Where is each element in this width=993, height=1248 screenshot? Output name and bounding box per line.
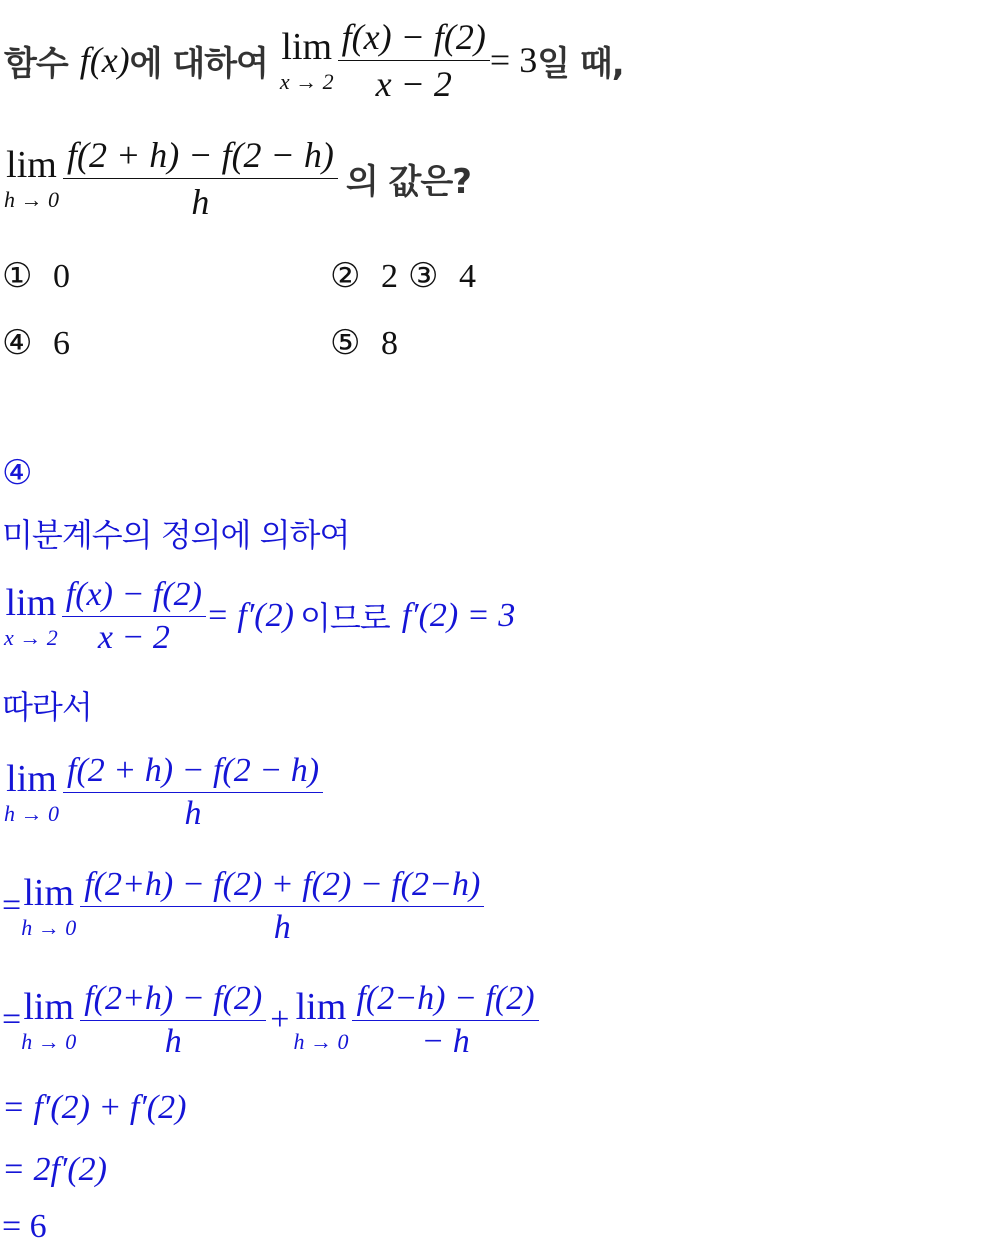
- step4-expr: = f′(2) + f′(2): [2, 1089, 187, 1126]
- lim-word: lim: [23, 872, 75, 914]
- limit-h-to-0: [4, 143, 59, 213]
- therefore-text: 따라서: [2, 688, 92, 726]
- lim-word: lim: [281, 26, 333, 68]
- choice-value: 0: [52, 258, 70, 295]
- choice-5[interactable]: [330, 323, 398, 363]
- limit-h-to-0: [21, 985, 76, 1055]
- choice-mark: ①: [2, 258, 33, 295]
- ask-text: 의 값은?: [345, 161, 471, 202]
- deriv-numerator: f(x) − f(2): [62, 576, 206, 617]
- choice-mark: ⑤: [330, 325, 361, 362]
- solution-line-1: [0, 510, 349, 556]
- choice-mark: ②: [330, 258, 361, 295]
- step1-fraction: [63, 752, 323, 833]
- solution-step-5: [0, 1146, 107, 1194]
- solution-step-2: [0, 856, 484, 956]
- step1-denominator: h: [184, 794, 202, 832]
- target-denominator: h: [191, 181, 210, 222]
- deriv-value: f′(2) = 3: [401, 597, 516, 634]
- lim-word: lim: [6, 758, 57, 800]
- solution-step-6: [0, 1206, 47, 1248]
- step3b-fraction: [352, 980, 538, 1061]
- lim-word: lim: [295, 986, 347, 1028]
- step2-denominator: h: [273, 908, 291, 946]
- lim-word: lim: [5, 582, 57, 624]
- step2-numerator: f(2+h) − f(2) + f(2) − f(2−h): [80, 866, 484, 907]
- question-line-1: [0, 10, 624, 110]
- lim-subscript: h → 0: [293, 1029, 349, 1054]
- given-denominator: x − 2: [375, 63, 452, 104]
- limit-h-to-0: [293, 985, 348, 1055]
- about-text: 에 대하여: [129, 43, 268, 84]
- choice-value: 2: [380, 258, 398, 295]
- choice-4[interactable]: [2, 323, 70, 363]
- step3a-numerator: f(2+h) − f(2): [80, 980, 266, 1021]
- lim-subscript: x → 2: [279, 69, 334, 94]
- step2-equals: =: [2, 887, 22, 924]
- answer-mark: ④: [2, 455, 33, 492]
- lim-word: lim: [23, 986, 75, 1028]
- lim-word: lim: [6, 144, 57, 186]
- step2-fraction: [80, 866, 484, 947]
- step1-numerator: f(2 + h) − f(2 − h): [63, 752, 323, 793]
- deriv-denominator: x − 2: [97, 618, 170, 656]
- definition-text: 미분계수의 정의에 의하여: [2, 516, 350, 554]
- choice-value: 4: [458, 258, 476, 295]
- solution-line-2: [0, 566, 515, 666]
- given-fraction: [338, 16, 490, 105]
- lim-subscript: x → 2: [4, 625, 58, 650]
- solution-step-1: [0, 742, 323, 842]
- question-line-2: [0, 128, 471, 228]
- solution-answer: [0, 450, 32, 496]
- choice-mark: ④: [2, 325, 33, 362]
- deriv-fraction: [62, 576, 206, 657]
- func-expr: f(x): [79, 40, 130, 80]
- limit-h-to-0: [4, 757, 59, 827]
- when-text: 일 때,: [537, 43, 624, 84]
- limit-h-to-0: [21, 871, 76, 941]
- step3-equals: =: [2, 1001, 22, 1038]
- lim-subscript: h → 0: [4, 187, 59, 212]
- since-text: 이므로: [299, 599, 390, 637]
- given-numerator: f(x) − f(2): [338, 16, 490, 61]
- intro-text: 함수: [4, 43, 68, 84]
- choice-3[interactable]: [408, 256, 476, 296]
- choice-2[interactable]: [330, 256, 398, 296]
- target-fraction: [63, 134, 338, 223]
- limit-x-to-2: [280, 25, 334, 95]
- lim-subscript: h → 0: [21, 1029, 77, 1054]
- step5-expr: = 2f′(2): [2, 1151, 107, 1188]
- choice-value: 8: [380, 325, 398, 362]
- solution-step-3: [0, 970, 539, 1070]
- limit-x-to-2: [4, 581, 58, 651]
- solution-step-4: [0, 1084, 186, 1132]
- step3a-denominator: h: [164, 1022, 182, 1060]
- step3-plus: +: [270, 1001, 290, 1038]
- step3a-fraction: [80, 980, 266, 1061]
- step6-expr: = 6: [2, 1208, 47, 1245]
- lim-subscript: h → 0: [4, 801, 59, 826]
- solution-line-3: [0, 682, 92, 728]
- choice-1[interactable]: [2, 256, 70, 296]
- step3b-denominator: − h: [421, 1022, 470, 1060]
- lim-subscript: h → 0: [21, 915, 77, 940]
- given-equals: = 3: [489, 40, 538, 80]
- deriv-equals: = f′(2): [205, 597, 294, 634]
- step3b-numerator: f(2−h) − f(2): [352, 980, 538, 1021]
- choice-mark: ③: [408, 258, 439, 295]
- choice-value: 6: [52, 325, 70, 362]
- target-numerator: f(2 + h) − f(2 − h): [63, 134, 338, 179]
